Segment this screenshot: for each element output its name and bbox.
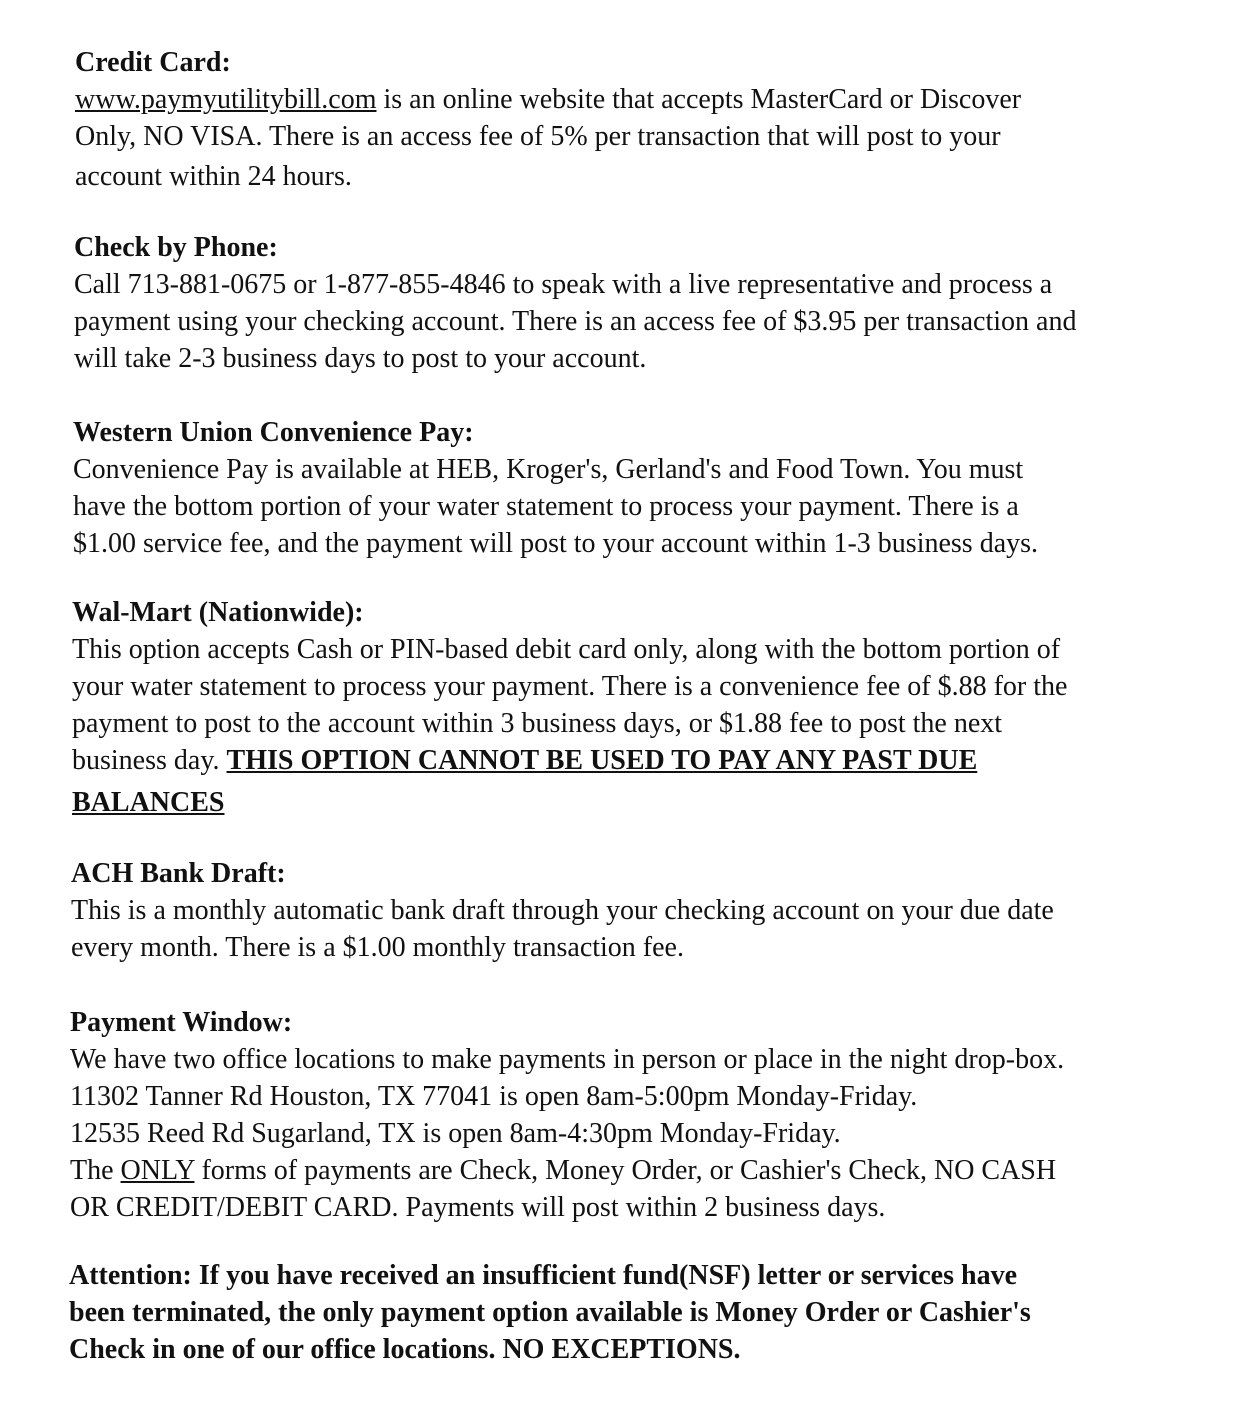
text-span: business day. — [72, 745, 227, 776]
website-link[interactable]: www.paymyutilitybill.com — [75, 84, 377, 115]
attention-line: Attention: If you have received an insufficient fund(NSF) letter or services have — [69, 1260, 1017, 1291]
text-line: every month. There is a $1.00 monthly transaction fee. — [71, 932, 684, 963]
attention-line: been terminated, the only payment option available is Money Order or Cashier's — [69, 1297, 1031, 1328]
warning-text: THIS OPTION CANNOT BE USED TO PAY ANY PAST DUE — [226, 745, 978, 776]
text-line: OR CREDIT/DEBIT CARD. Payments will post within 2 business days. — [70, 1192, 886, 1223]
text-line — [75, 81, 1235, 118]
emphasis-text: ONLY — [120, 1155, 195, 1186]
text-span: forms of payments are Check, Money Order, or Cashier's Check, NO CASH — [194, 1155, 1057, 1186]
section-heading: ACH Bank Draft: — [71, 858, 286, 889]
section-check-by-phone — [74, 229, 1234, 377]
text-line: Convenience Pay is available at HEB, Kroger's, Gerland's and Food Town. You must — [73, 454, 1024, 485]
text-span: is an online website that accepts MasterCard or Discover — [376, 84, 1022, 115]
warning-text: BALANCES — [72, 787, 225, 818]
text-line: payment to post to the account within 3 business days, or $1.88 fee to post the next — [72, 708, 1003, 739]
section-western-union — [73, 414, 1233, 562]
text-line: This is a monthly automatic bank draft through your checking account on your due date — [71, 895, 1054, 926]
section-heading: Wal-Mart (Nationwide): — [72, 597, 364, 628]
text-line: account within 24 hours. — [75, 161, 352, 192]
text-line: 11302 Tanner Rd Houston, TX 77041 is open 8am-5:00pm Monday-Friday. — [70, 1081, 918, 1112]
text-line — [72, 742, 1232, 779]
text-line: your water statement to process your payment. There is a convenience fee of $.88 for the — [72, 671, 1068, 702]
text-line: have the bottom portion of your water statement to process your payment. There is a — [73, 491, 1019, 522]
text-line — [70, 1152, 1230, 1189]
section-walmart — [72, 594, 1232, 821]
text-span: The — [70, 1155, 121, 1186]
text-line: will take 2-3 business days to post to your account. — [74, 343, 647, 374]
text-line: Only, NO VISA. There is an access fee of 5% per transaction that will post to your — [75, 121, 1001, 152]
text-line: 12535 Reed Rd Sugarland, TX is open 8am-4:30pm Monday-Friday. — [70, 1118, 841, 1149]
text-line: payment using your checking account. There is an access fee of $3.95 per transaction and — [74, 306, 1077, 337]
attention-line: Check in one of our office locations. NO EXCEPTIONS. — [69, 1334, 741, 1365]
text-line: We have two office locations to make payments in person or place in the night drop-box. — [70, 1044, 1065, 1075]
section-heading: Credit Card: — [75, 47, 231, 78]
text-line: $1.00 service fee, and the payment will post to your account within 1-3 business days. — [73, 528, 1039, 559]
section-attention — [69, 1257, 1229, 1368]
section-credit-card — [75, 44, 1235, 195]
text-line: This option accepts Cash or PIN-based debit card only, along with the bottom portion of — [72, 634, 1061, 665]
text-line: Call 713-881-0675 or 1-877-855-4846 to speak with a live representative and process a — [74, 269, 1053, 300]
section-payment-window — [70, 1004, 1230, 1226]
section-heading: Payment Window: — [70, 1007, 293, 1038]
section-ach — [71, 855, 1231, 966]
section-heading: Check by Phone: — [74, 232, 278, 263]
section-heading: Western Union Convenience Pay: — [73, 417, 474, 448]
